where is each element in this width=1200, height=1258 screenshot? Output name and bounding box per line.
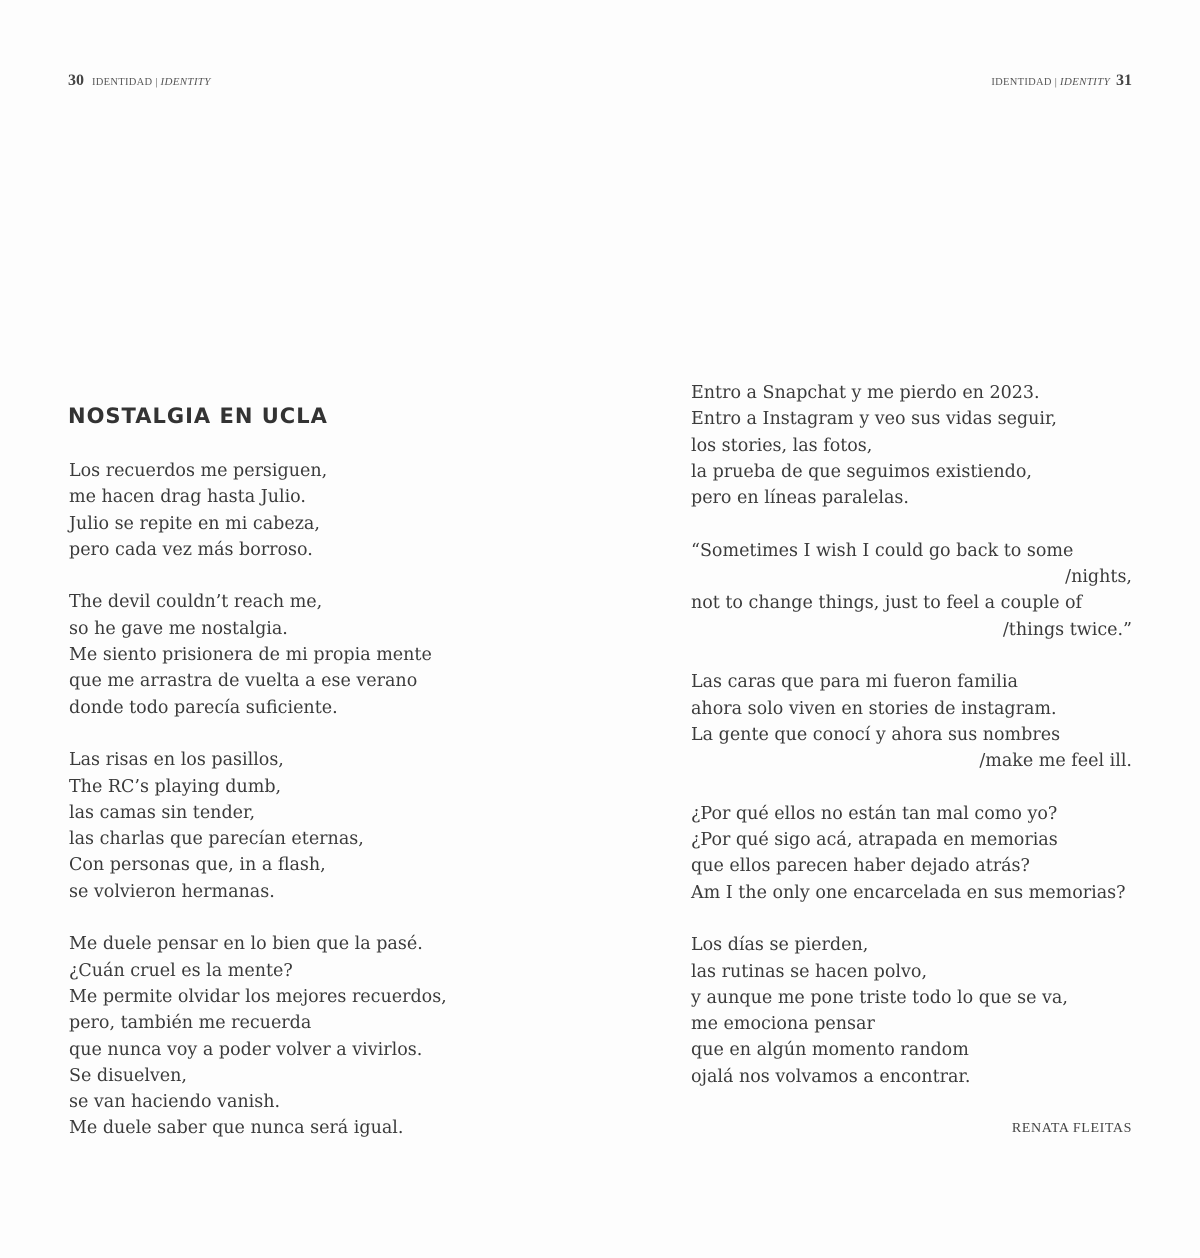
section-label-right: IDENTIDAD <box>991 77 1052 88</box>
poem-line: pero, también me recuerda <box>69 1013 312 1034</box>
poem-line: ¿Por qué ellos no están tan mal como yo? <box>691 803 1058 824</box>
author-name: RENATA FLEITAS <box>1011 1121 1132 1136</box>
poem-line: Me siento prisionera de mi propia mente <box>69 645 432 666</box>
page-header-right <box>991 72 1132 92</box>
stanza <box>691 538 1132 643</box>
poem-line: Los recuerdos me persiguen, <box>69 461 328 481</box>
poem-line: se van haciendo vanish. <box>69 1092 281 1113</box>
poem-line: pero cada vez más borroso. <box>69 539 313 560</box>
poem-line: ¿Cuán cruel es la mente? <box>69 960 293 981</box>
poem-line: so he gave me nostalgia. <box>69 618 288 639</box>
poem-line: ojalá nos volvamos a encontrar. <box>691 1066 971 1087</box>
poem-line: donde todo parecía suficiente. <box>69 697 338 718</box>
section-label-left: IDENTIDAD <box>92 77 153 88</box>
poem-line: La gente que conocí y ahora sus nombres <box>691 724 1061 745</box>
poem-line: y aunque me pone triste todo lo que se va, <box>691 987 1068 1008</box>
section-label-en-left: IDENTITY <box>160 76 211 88</box>
poem-line: que nunca voy a poder volver a vivirlos. <box>69 1039 423 1060</box>
section-separator-left: | <box>155 77 158 88</box>
poem-line: Am I the only one encarcelada en sus memorias? <box>691 882 1126 903</box>
poem-line: Las risas en los pasillos, <box>69 750 284 771</box>
poem-line: las charlas que parecían eternas, <box>69 829 364 850</box>
page-header-left <box>68 72 211 92</box>
poem-line: ¿Por qué sigo acá, atrapada en memorias <box>691 830 1058 851</box>
poem-line: Me duele pensar en lo bien que la pasé. <box>69 934 423 955</box>
poem-line: The devil couldn’t reach me, <box>69 592 323 613</box>
poem-line: que ellos parecen haber dejado atrás? <box>691 856 1030 877</box>
poem-line: ahora solo viven en stories de instagram. <box>691 698 1057 719</box>
stanza <box>691 380 1132 511</box>
poem-column-right <box>691 380 1132 1116</box>
poem-line: Con personas que, in a flash, <box>69 855 326 876</box>
poem-line: que en algún momento random <box>691 1040 969 1061</box>
poem-line: Me duele saber que nunca será igual. <box>69 1118 404 1139</box>
poem-line: las camas sin tender, <box>69 802 256 823</box>
poem-line: not to change things, just to feel a couple of <box>691 593 1082 614</box>
poem-line: los stories, las fotos, <box>691 435 873 456</box>
poem-line: la prueba de que seguimos existiendo, <box>691 461 1032 482</box>
poem-line: se volvieron hermanas. <box>69 881 275 902</box>
poem-line: Entro a Instagram y veo sus vidas seguir, <box>691 409 1057 430</box>
section-label-en-right: IDENTITY <box>1059 76 1110 88</box>
poem-line: /make me feel ill. <box>979 751 1132 772</box>
section-separator-right: | <box>1054 77 1057 88</box>
poem-line: “Sometimes I wish I could go back to some <box>691 540 1074 561</box>
poem-line: /nights, <box>1065 567 1132 588</box>
stanza <box>69 931 589 1141</box>
poem-line: /things twice.” <box>1002 619 1132 640</box>
poem-line: Entro a Snapchat y me pierdo en 2023. <box>691 383 1040 403</box>
poem-line: que me arrastra de vuelta a ese verano <box>69 671 418 692</box>
stanza <box>69 747 589 905</box>
stanza <box>69 458 589 563</box>
poem-column-left <box>69 458 589 1168</box>
poem-line: Me permite olvidar los mejores recuerdos, <box>69 986 447 1007</box>
page-number-right: 31 <box>1116 72 1132 89</box>
poem-line: The RC’s playing dumb, <box>69 776 282 797</box>
poem-line: Las caras que para mi fueron familia <box>691 672 1018 693</box>
poem-line: pero en líneas paralelas. <box>691 488 909 509</box>
poem-line: Se disuelven, <box>69 1065 187 1086</box>
page-number-left: 30 <box>68 72 84 89</box>
poem-line: Julio se repite en mi cabeza, <box>69 513 320 534</box>
poem-line: me emociona pensar <box>691 1014 875 1035</box>
poem-line: me hacen drag hasta Julio. <box>69 487 306 508</box>
stanza <box>691 669 1132 774</box>
poem-line: las rutinas se hacen polvo, <box>691 961 928 982</box>
stanza <box>691 801 1132 906</box>
poem-line: Los días se pierden, <box>691 935 869 956</box>
stanza <box>69 589 589 720</box>
stanza <box>691 932 1132 1090</box>
poem-title: NOSTALGIA EN UCLA <box>68 404 328 428</box>
